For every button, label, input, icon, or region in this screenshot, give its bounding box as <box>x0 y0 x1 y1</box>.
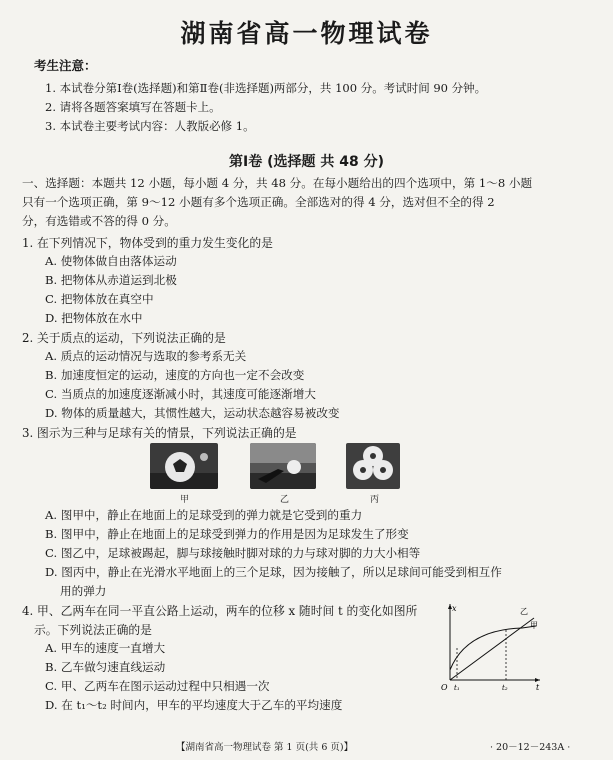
question-option: A. 质点的运动情况与选取的参考系无关 <box>45 349 247 363</box>
section-instruction: 只有一个选项正确，第 9～12 小题有多个选项正确。全部选对的得 4 分，选对但不全的得 2 <box>22 195 495 209</box>
graph-t2-label: t₂ <box>502 684 508 692</box>
notice-item: 2. 请将各题答案填写在答题卡上。 <box>45 100 221 114</box>
graph-curve-label-yi: 乙 <box>520 607 528 616</box>
question-option: C. 把物体放在真空中 <box>45 292 154 306</box>
question-option: C. 图乙中，足球被踢起，脚与球接触时脚对球的力与球对脚的力大小相等 <box>45 546 421 560</box>
question-option: B. 乙车做匀速直线运动 <box>45 660 166 674</box>
figure-caption: 甲 <box>180 495 190 505</box>
question-option: B. 把物体从赤道运到北极 <box>45 273 177 287</box>
question-option: C. 当质点的加速度逐渐减小时，其速度可能逐渐增大 <box>45 387 316 401</box>
question-option: 用的弹力 <box>60 584 107 598</box>
question-option: A. 甲车的速度一直增大 <box>45 641 166 655</box>
question-option: C. 甲、乙两车在图示运动过程中只相遇一次 <box>45 679 270 693</box>
football-kick-photo <box>250 443 316 489</box>
question-option: A. 使物体做自由落体运动 <box>45 254 177 268</box>
figure-caption: 乙 <box>280 495 290 505</box>
notice-item: 1. 本试卷分第Ⅰ卷(选择题)和第Ⅱ卷(非选择题)两部分，共 100 分。考试时间 90 分钟。 <box>45 81 487 95</box>
graph-curve-label-jia: 甲 <box>530 621 538 630</box>
question-option: B. 图甲中，静止在地面上的足球受到弹力的作用是因为足球发生了形变 <box>45 527 409 541</box>
section-instruction: 分，有选错或不答的得 0 分。 <box>22 214 176 228</box>
notice-item: 3. 本试卷主要考试内容：人教版必修 1。 <box>45 119 255 133</box>
section-instruction: 一、选择题：本题共 12 小题，每小题 4 分，共 48 分。在每小题给出的四个选项中，第 1～8 小题 <box>22 176 533 190</box>
graph-y-label: x <box>452 604 457 613</box>
notice-heading: 考生注意： <box>34 58 97 73</box>
page-title: 湖南省高一物理试卷 <box>180 19 433 48</box>
graph-x-label: t <box>536 683 540 692</box>
question-option: A. 图甲中，静止在地面上的足球受到的弹力就是它受到的重力 <box>45 508 363 522</box>
position-time-graph <box>436 600 546 692</box>
question-stem: 3. 图示为三种与足球有关的情景，下列说法正确的是 <box>22 426 297 440</box>
question-option: B. 加速度恒定的运动，速度的方向也一定不会改变 <box>45 368 305 382</box>
question-stem: 4. 甲、乙两车在同一平直公路上运动，两车的位移 x 随时间 t 的变化如图所 <box>22 604 418 618</box>
section-title: 第Ⅰ卷 (选择题 共 48 分) <box>229 154 384 170</box>
question-stem: 2. 关于质点的运动，下列说法正确的是 <box>22 331 226 345</box>
figure-caption: 丙 <box>370 495 380 505</box>
question-option: D. 在 t₁～t₂ 时间内，甲车的平均速度大于乙车的平均速度 <box>45 698 343 712</box>
graph-t1-label: t₁ <box>454 684 460 692</box>
footer-code: · 20－12－243A · <box>490 742 571 753</box>
footer-page-info: 【湖南省高一物理试卷 第 1 页(共 6 页)】 <box>176 742 354 753</box>
graph-origin-label: O <box>441 683 448 692</box>
question-option: D. 把物体放在水中 <box>45 311 143 325</box>
question-option: D. 图丙中，静止在光滑水平地面上的三个足球，因为接触了，所以足球间可能受到相互作 <box>45 565 502 579</box>
question-stem: 示。下列说法正确的是 <box>34 623 152 637</box>
question-option: D. 物体的质量越大，其惯性越大，运动状态越容易被改变 <box>45 406 340 420</box>
question-stem: 1. 在下列情况下，物体受到的重力发生变化的是 <box>22 236 273 250</box>
three-footballs-photo <box>346 443 400 489</box>
football-on-ground-photo <box>150 443 218 489</box>
